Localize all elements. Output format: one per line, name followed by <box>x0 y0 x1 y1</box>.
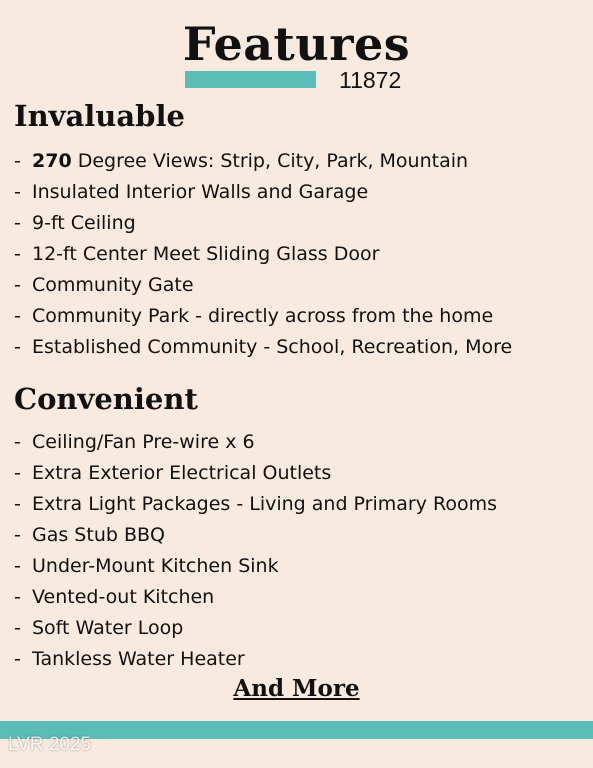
list-dash: - <box>14 586 21 608</box>
list-item-text: Extra Light Packages - Living and Primary Rooms <box>32 493 498 515</box>
list-item <box>14 458 497 489</box>
list-dash: - <box>14 274 21 296</box>
list-item <box>14 332 512 363</box>
list-dash: - <box>14 431 21 453</box>
list-item-text: Ceiling/Fan Pre-wire x 6 <box>32 431 255 453</box>
section-heading-convenient: Convenient <box>14 382 198 416</box>
list-dash: - <box>14 212 21 234</box>
list-dash: - <box>14 524 21 546</box>
list-item <box>14 301 512 332</box>
page-title: Features <box>182 17 411 71</box>
list-dash: - <box>14 336 21 358</box>
highlight-number: 270 <box>32 150 72 172</box>
feature-list-invaluable <box>14 146 512 363</box>
list-item-text: Tankless Water Heater <box>32 648 245 670</box>
watermark: LVR 2025 <box>8 734 92 755</box>
list-item <box>14 177 512 208</box>
list-item-text: Gas Stub BBQ <box>32 524 165 546</box>
section-heading-invaluable: Invaluable <box>14 99 185 133</box>
list-item-text: Insulated Interior Walls and Garage <box>32 181 369 203</box>
list-item-text: Soft Water Loop <box>32 617 184 639</box>
list-dash: - <box>14 181 21 203</box>
list-item <box>14 520 497 551</box>
list-item <box>14 239 512 270</box>
list-dash: - <box>14 150 21 172</box>
list-item-text: Vented-out Kitchen <box>32 586 215 608</box>
list-dash: - <box>14 617 21 639</box>
and-more-heading: And More <box>233 675 360 702</box>
list-item-text: Extra Exterior Electrical Outlets <box>32 462 332 484</box>
list-item-text: 9-ft Ceiling <box>32 212 136 234</box>
list-item <box>14 208 512 239</box>
list-item-text: Community Gate <box>32 274 194 296</box>
list-dash: - <box>14 305 21 327</box>
list-item <box>14 551 497 582</box>
list-item-text: Under-Mount Kitchen Sink <box>32 555 279 577</box>
list-item-text: Established Community - School, Recreation, More <box>32 336 513 358</box>
list-item-text: Degree Views: Strip, City, Park, Mountain <box>71 150 469 172</box>
listing-code: 11872 <box>339 67 402 93</box>
list-item-text: Community Park - directly across from the home <box>32 305 494 327</box>
list-item-text: 12-ft Center Meet Sliding Glass Door <box>32 243 380 265</box>
list-item <box>14 489 497 520</box>
list-item <box>14 582 497 613</box>
list-item <box>14 146 512 177</box>
list-dash: - <box>14 462 21 484</box>
title-accent-bar <box>185 71 316 88</box>
list-dash: - <box>14 493 21 515</box>
list-item <box>14 270 512 301</box>
list-item <box>14 613 497 644</box>
list-item <box>14 427 497 458</box>
list-item <box>14 644 497 675</box>
list-dash: - <box>14 555 21 577</box>
list-dash: - <box>14 648 21 670</box>
feature-list-convenient <box>14 427 497 675</box>
list-dash: - <box>14 243 21 265</box>
